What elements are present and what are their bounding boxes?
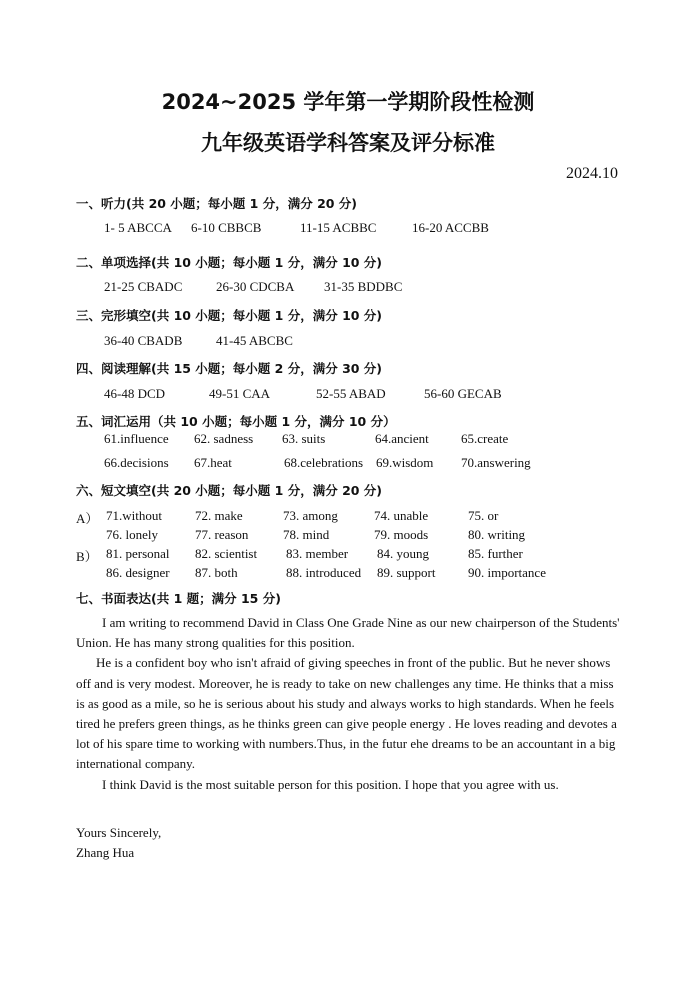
section-6-heading: 六、短文填空(共 20 小题；每小题 1 分，满分 20 分) bbox=[76, 483, 383, 498]
answer-item: 11-15 ACBBC bbox=[300, 220, 377, 235]
answer-item: 68.celebrations bbox=[284, 455, 364, 470]
answer-item: 87. both bbox=[195, 565, 238, 580]
answer-item: 49-51 CAA bbox=[209, 386, 271, 401]
answer-item: 73. among bbox=[283, 508, 338, 523]
answer-item: 63. suits bbox=[282, 431, 326, 446]
answer-item: 74. unable bbox=[374, 508, 429, 523]
answer-item: 41-45 ABCBC bbox=[216, 333, 293, 348]
section-2-heading: 二、单项选择(共 10 小题；每小题 1 分，满分 10 分) bbox=[76, 255, 383, 270]
answer-item: 52-55 ABAD bbox=[316, 386, 386, 401]
date: 2024.10 bbox=[566, 165, 618, 182]
answer-item: 84. young bbox=[377, 546, 429, 561]
letter-closing: Yours Sincerely, bbox=[76, 825, 162, 840]
part-a-label: A） bbox=[76, 511, 99, 526]
answer-item: 61.influence bbox=[104, 431, 169, 446]
essay-paragraph-2: He is a confident boy who isn't afraid of giving speeches in front of the public. But he never shows off and is very modest. Moreover, he is ready to take on new challenges any time. He thinks that a miss is as good as a mile, so he is serious about his study and always works to high standards. When he feels tired he prefers green things, as he thinks green can give people energy . He loves reading and devotes a lot of his spare time to working with numbers.Thus, in the futur ehe dreams to be an accountant in a big international company. bbox=[76, 655, 617, 772]
answer-item: 83. member bbox=[286, 546, 349, 561]
answer-item: 69.wisdom bbox=[376, 455, 434, 470]
answer-item: 62. sadness bbox=[194, 431, 254, 446]
answer-item: 72. make bbox=[195, 508, 243, 523]
page-subtitle: 九年级英语学科答案及评分标准 bbox=[201, 131, 495, 155]
answer-item: 31-35 BDDBC bbox=[324, 279, 403, 294]
page-title: 2024~2025 学年第一学期阶段性检测 bbox=[161, 90, 535, 114]
answer-item: 85. further bbox=[468, 546, 523, 561]
part-b-label: B） bbox=[76, 549, 98, 564]
essay bbox=[76, 613, 621, 795]
essay-paragraph-1: I am writing to recommend David in Class One Grade Nine as our new chairperson of the Students' Union. He has many strong qualities for this position. bbox=[76, 615, 620, 651]
answer-item: 64.ancient bbox=[375, 431, 429, 446]
section-7-heading: 七、书面表达(共 1 题；满分 15 分) bbox=[76, 591, 281, 606]
answer-item: 56-60 GECAB bbox=[424, 386, 502, 401]
answer-item: 75. or bbox=[468, 508, 499, 523]
answer-item: 77. reason bbox=[195, 527, 249, 542]
answer-item: 1- 5 ABCCA bbox=[104, 220, 172, 235]
answer-item: 81. personal bbox=[106, 546, 170, 561]
answer-item: 21-25 CBADC bbox=[104, 279, 183, 294]
answer-item: 16-20 ACCBB bbox=[412, 220, 489, 235]
answer-item: 78. mind bbox=[283, 527, 330, 542]
answer-item: 79. moods bbox=[374, 527, 429, 542]
answer-item: 89. support bbox=[377, 565, 436, 580]
answer-item: 88. introduced bbox=[286, 565, 362, 580]
section-3-heading: 三、完形填空(共 10 小题；每小题 1 分，满分 10 分) bbox=[76, 308, 383, 323]
letter-signature: Zhang Hua bbox=[76, 845, 135, 860]
answer-item: 65.create bbox=[461, 431, 509, 446]
answer-item: 6-10 CBBCB bbox=[191, 220, 262, 235]
section-5-heading: 五、词汇运用（共 10 小题；每小题 1 分，满分 10 分） bbox=[76, 414, 396, 429]
answer-item: 76. lonely bbox=[106, 527, 158, 542]
answer-item: 82. scientist bbox=[195, 546, 258, 561]
answer-item: 36-40 CBADB bbox=[104, 333, 183, 348]
section-4-heading: 四、阅读理解(共 15 小题；每小题 2 分，满分 30 分) bbox=[76, 361, 383, 376]
answer-item: 26-30 CDCBA bbox=[216, 279, 295, 294]
answer-item: 90. importance bbox=[468, 565, 546, 580]
answer-item: 71.without bbox=[106, 508, 162, 523]
section-1-heading: 一、听力(共 20 小题；每小题 1 分，满分 20 分) bbox=[76, 196, 358, 211]
answer-item: 46-48 DCD bbox=[104, 386, 166, 401]
answer-item: 66.decisions bbox=[104, 455, 169, 470]
answer-item: 86. designer bbox=[106, 565, 170, 580]
answer-item: 67.heat bbox=[194, 455, 232, 470]
answer-item: 80. writing bbox=[468, 527, 526, 542]
answer-item: 70.answering bbox=[461, 455, 531, 470]
essay-paragraph-3: I think David is the most suitable person for this position. I hope that you agree with us. bbox=[102, 776, 559, 792]
